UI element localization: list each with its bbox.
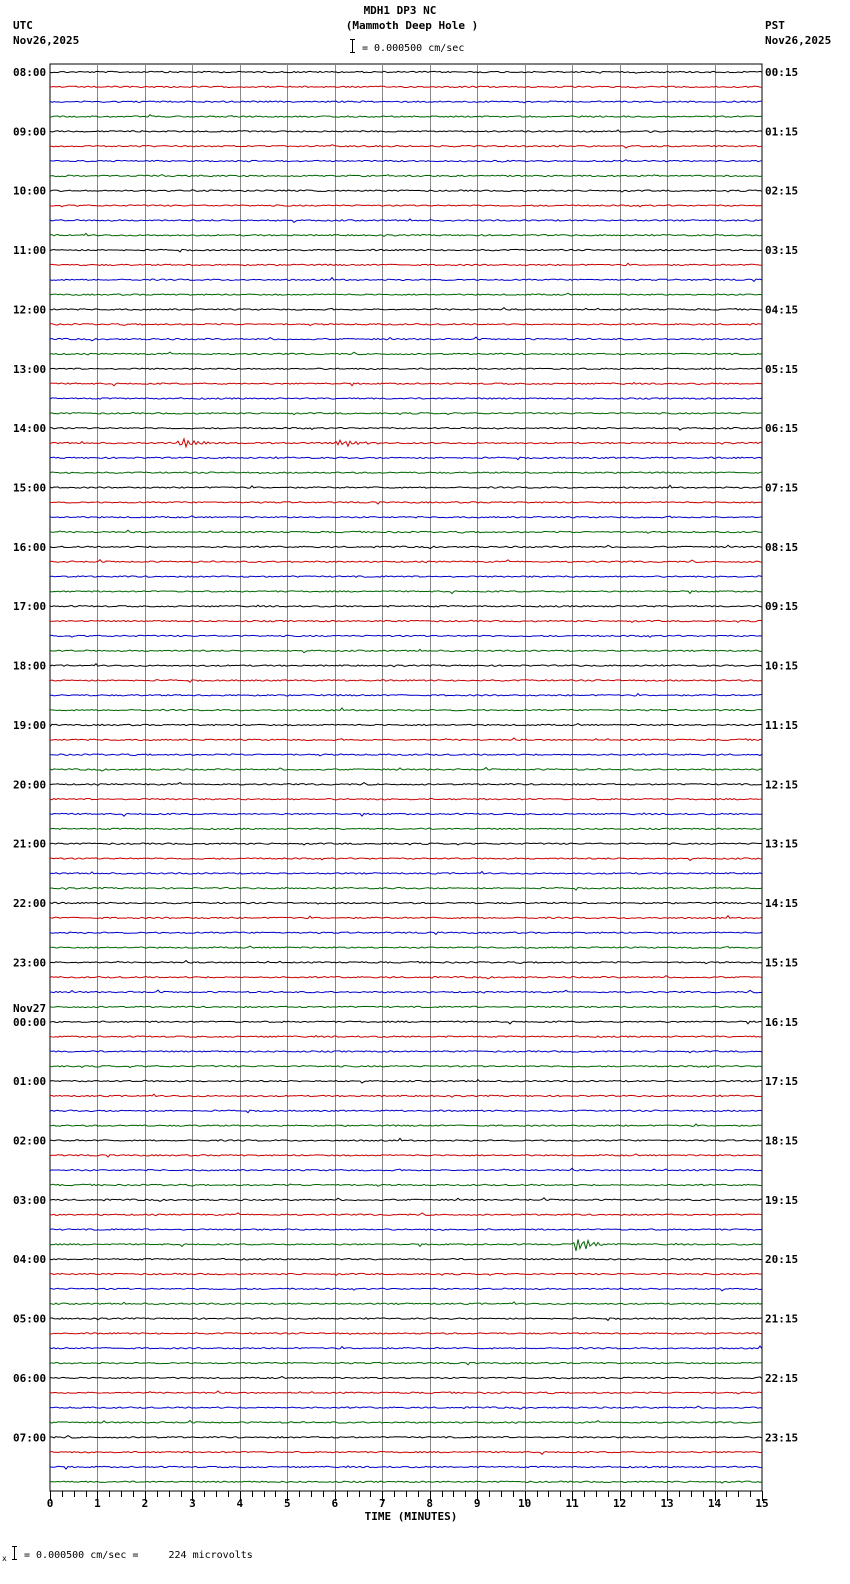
utc-time-label: 14:00 <box>13 422 47 436</box>
trace-row-88 <box>50 1376 762 1378</box>
pst-time-label: 09:15 <box>765 600 799 614</box>
x-tick-label: 1 <box>94 1497 101 1510</box>
trace-row-25 <box>50 439 762 447</box>
trace-row-74 <box>50 1168 762 1171</box>
pst-time-label: 02:15 <box>765 184 799 198</box>
utc-time-label: 00:00 <box>13 1015 47 1029</box>
utc-time-label: 06:00 <box>13 1371 47 1385</box>
utc-time-label: 05:00 <box>13 1312 47 1326</box>
trace-row-65 <box>50 1036 762 1038</box>
trace-row-7 <box>50 175 762 177</box>
pst-time-label: 21:15 <box>765 1312 799 1326</box>
trace-row-50 <box>50 813 762 816</box>
trace-row-3 <box>50 115 762 118</box>
pst-time-label: 12:15 <box>765 778 799 792</box>
trace-row-6 <box>50 160 762 162</box>
trace-row-80 <box>50 1259 762 1260</box>
utc-date-label: Nov27 <box>13 1001 47 1015</box>
pst-time-label: 22:15 <box>765 1371 799 1385</box>
trace-lines <box>50 71 762 1483</box>
trace-row-66 <box>50 1051 762 1053</box>
utc-time-label: 16:00 <box>13 540 47 554</box>
trace-row-33 <box>50 560 762 563</box>
utc-time-label: 15:00 <box>13 481 47 495</box>
utc-time-label: 04:00 <box>13 1253 47 1267</box>
trace-row-94 <box>50 1466 762 1469</box>
utc-time-label: 09:00 <box>13 125 47 139</box>
utc-time-label: 13:00 <box>13 362 47 376</box>
trace-row-2 <box>50 101 762 103</box>
trace-row-55 <box>50 887 762 890</box>
trace-row-34 <box>50 576 762 577</box>
trace-row-14 <box>50 278 762 282</box>
left-date: Nov26,2025 <box>13 34 80 47</box>
x-tick-label: 7 <box>378 1497 386 1510</box>
trace-row-73 <box>50 1154 762 1157</box>
trace-row-20 <box>50 368 762 369</box>
x-tick-label: 9 <box>473 1497 481 1510</box>
utc-time-label: 12:00 <box>13 303 47 317</box>
trace-row-44 <box>50 724 762 727</box>
trace-row-89 <box>50 1391 762 1394</box>
trace-row-28 <box>50 485 762 488</box>
x-tick-label: 11 <box>565 1497 579 1510</box>
trace-row-47 <box>50 767 762 771</box>
trace-row-62 <box>50 990 762 993</box>
utc-time-label: 07:00 <box>13 1431 47 1445</box>
x-tick-label: 0 <box>46 1497 54 1510</box>
trace-row-21 <box>50 383 762 386</box>
trace-row-29 <box>50 502 762 504</box>
x-tick-label: 10 <box>518 1497 532 1510</box>
x-tick-label: 8 <box>426 1497 434 1510</box>
trace-row-69 <box>50 1094 762 1097</box>
trace-row-54 <box>50 872 762 875</box>
trace-row-0 <box>50 71 762 73</box>
trace-row-71 <box>50 1124 762 1126</box>
trace-row-45 <box>50 738 762 741</box>
pst-time-label: 10:15 <box>765 659 799 673</box>
trace-row-9 <box>50 205 762 207</box>
trace-row-58 <box>50 932 762 934</box>
right-timezone: PST <box>765 19 785 32</box>
x-tick-label: 3 <box>189 1497 196 1510</box>
trace-row-16 <box>50 308 762 311</box>
grid-lines <box>50 64 762 1491</box>
trace-row-92 <box>50 1436 762 1438</box>
trace-row-60 <box>50 961 762 964</box>
trace-row-67 <box>50 1066 762 1068</box>
trace-row-56 <box>50 902 762 904</box>
pst-time-label: 06:15 <box>765 422 799 436</box>
trace-row-82 <box>50 1288 762 1291</box>
x-tick-label: 13 <box>660 1497 674 1510</box>
trace-row-11 <box>50 233 762 236</box>
utc-time-label: 21:00 <box>13 837 47 851</box>
utc-time-label: 17:00 <box>13 600 47 614</box>
trace-row-23 <box>50 413 762 415</box>
trace-row-83 <box>50 1302 762 1305</box>
pst-time-label: 23:15 <box>765 1431 799 1445</box>
trace-row-27 <box>50 472 762 474</box>
trace-row-39 <box>50 649 762 652</box>
footer-scale-text: = 0.000500 cm/sec = 224 microvolts <box>24 1550 253 1561</box>
trace-row-42 <box>50 694 762 696</box>
pst-time-label: 00:15 <box>765 66 799 79</box>
utc-time-label: 20:00 <box>13 778 47 792</box>
trace-row-13 <box>50 263 762 265</box>
trace-row-10 <box>50 219 762 222</box>
trace-row-78 <box>50 1229 762 1230</box>
footer-scale-prefix: x <box>2 1554 7 1563</box>
trace-row-40 <box>50 664 762 667</box>
pst-time-label: 03:15 <box>765 244 799 258</box>
trace-row-84 <box>50 1318 762 1321</box>
trace-row-37 <box>50 620 762 622</box>
trace-row-86 <box>50 1346 762 1349</box>
trace-row-70 <box>50 1110 762 1113</box>
trace-row-31 <box>50 530 762 533</box>
utc-time-label: 22:00 <box>13 897 47 911</box>
trace-row-68 <box>50 1080 762 1083</box>
pst-time-label: 16:15 <box>765 1015 799 1029</box>
trace-row-8 <box>50 190 762 192</box>
utc-time-label: 11:00 <box>13 244 47 258</box>
pst-time-label: 11:15 <box>765 718 799 732</box>
trace-row-64 <box>50 1021 762 1024</box>
trace-row-57 <box>50 916 762 919</box>
trace-row-85 <box>50 1333 762 1335</box>
trace-row-19 <box>50 352 762 355</box>
trace-row-4 <box>50 130 762 133</box>
utc-time-label: 23:00 <box>13 956 47 970</box>
trace-row-36 <box>50 605 762 607</box>
utc-time-label: 01:00 <box>13 1075 47 1089</box>
trace-row-32 <box>50 545 762 548</box>
trace-row-59 <box>50 946 762 948</box>
trace-row-77 <box>50 1213 762 1216</box>
trace-row-79 <box>50 1239 762 1251</box>
trace-row-93 <box>50 1451 762 1454</box>
station-title: MDH1 DP3 NC <box>363 4 437 17</box>
plot-frame <box>50 64 762 1491</box>
pst-time-label: 20:15 <box>765 1253 799 1267</box>
trace-row-30 <box>50 516 762 518</box>
trace-row-63 <box>50 1006 762 1007</box>
utc-time-label: 19:00 <box>13 718 47 732</box>
utc-time-label: 08:00 <box>13 66 47 79</box>
x-axis <box>47 1491 769 1523</box>
utc-time-label: 02:00 <box>13 1134 47 1148</box>
trace-row-61 <box>50 976 762 979</box>
trace-row-35 <box>50 591 762 594</box>
trace-row-49 <box>50 798 762 799</box>
trace-row-81 <box>50 1273 762 1275</box>
trace-row-18 <box>50 337 762 341</box>
x-tick-label: 4 <box>236 1497 244 1510</box>
trace-row-17 <box>50 323 762 325</box>
trace-row-87 <box>50 1362 762 1364</box>
trace-row-26 <box>50 457 762 460</box>
utc-time-label: 10:00 <box>13 184 47 198</box>
pst-time-label: 15:15 <box>765 956 799 970</box>
station-location: (Mammoth Deep Hole ) <box>345 19 479 32</box>
utc-time-label: 03:00 <box>13 1193 47 1207</box>
right-date: Nov26,2025 <box>765 34 832 47</box>
x-tick-label: 15 <box>755 1497 769 1510</box>
pst-time-label: 05:15 <box>765 362 799 376</box>
trace-row-5 <box>50 145 762 148</box>
pst-time-label: 01:15 <box>765 125 799 139</box>
trace-row-52 <box>50 843 762 845</box>
trace-row-12 <box>50 249 762 252</box>
pst-time-label: 08:15 <box>765 540 799 554</box>
trace-row-72 <box>50 1138 762 1141</box>
left-timezone: UTC <box>13 19 33 32</box>
trace-row-75 <box>50 1184 762 1186</box>
trace-row-41 <box>50 680 762 683</box>
x-tick-label: 14 <box>707 1497 722 1510</box>
x-tick-label: 6 <box>331 1497 339 1510</box>
footer-scale-bar-icon <box>14 1546 15 1560</box>
pst-time-label: 14:15 <box>765 897 799 911</box>
trace-row-1 <box>50 86 762 88</box>
pst-time-label: 07:15 <box>765 481 799 495</box>
pst-time-label: 19:15 <box>765 1193 799 1207</box>
trace-row-48 <box>50 783 762 786</box>
trace-row-38 <box>50 635 762 637</box>
pst-time-label: 13:15 <box>765 837 799 851</box>
utc-time-label: 18:00 <box>13 659 47 673</box>
trace-row-95 <box>50 1481 762 1483</box>
trace-row-53 <box>50 858 762 861</box>
trace-row-46 <box>50 754 762 756</box>
x-tick-label: 12 <box>612 1497 627 1510</box>
trace-row-51 <box>50 828 762 829</box>
trace-row-22 <box>50 398 762 399</box>
pst-time-label: 18:15 <box>765 1134 799 1148</box>
pst-time-label: 04:15 <box>765 303 799 317</box>
trace-row-90 <box>50 1406 762 1409</box>
pst-time-label: 17:15 <box>765 1075 799 1089</box>
trace-row-43 <box>50 708 762 711</box>
trace-row-15 <box>50 293 762 295</box>
trace-row-91 <box>50 1420 762 1423</box>
x-tick-label: 5 <box>284 1497 291 1510</box>
trace-row-76 <box>50 1198 762 1202</box>
scale-text: = 0.000500 cm/sec <box>362 43 465 54</box>
x-axis-label: TIME (MINUTES) <box>364 1510 458 1523</box>
trace-row-24 <box>50 427 762 430</box>
x-tick-label: 2 <box>141 1497 149 1510</box>
